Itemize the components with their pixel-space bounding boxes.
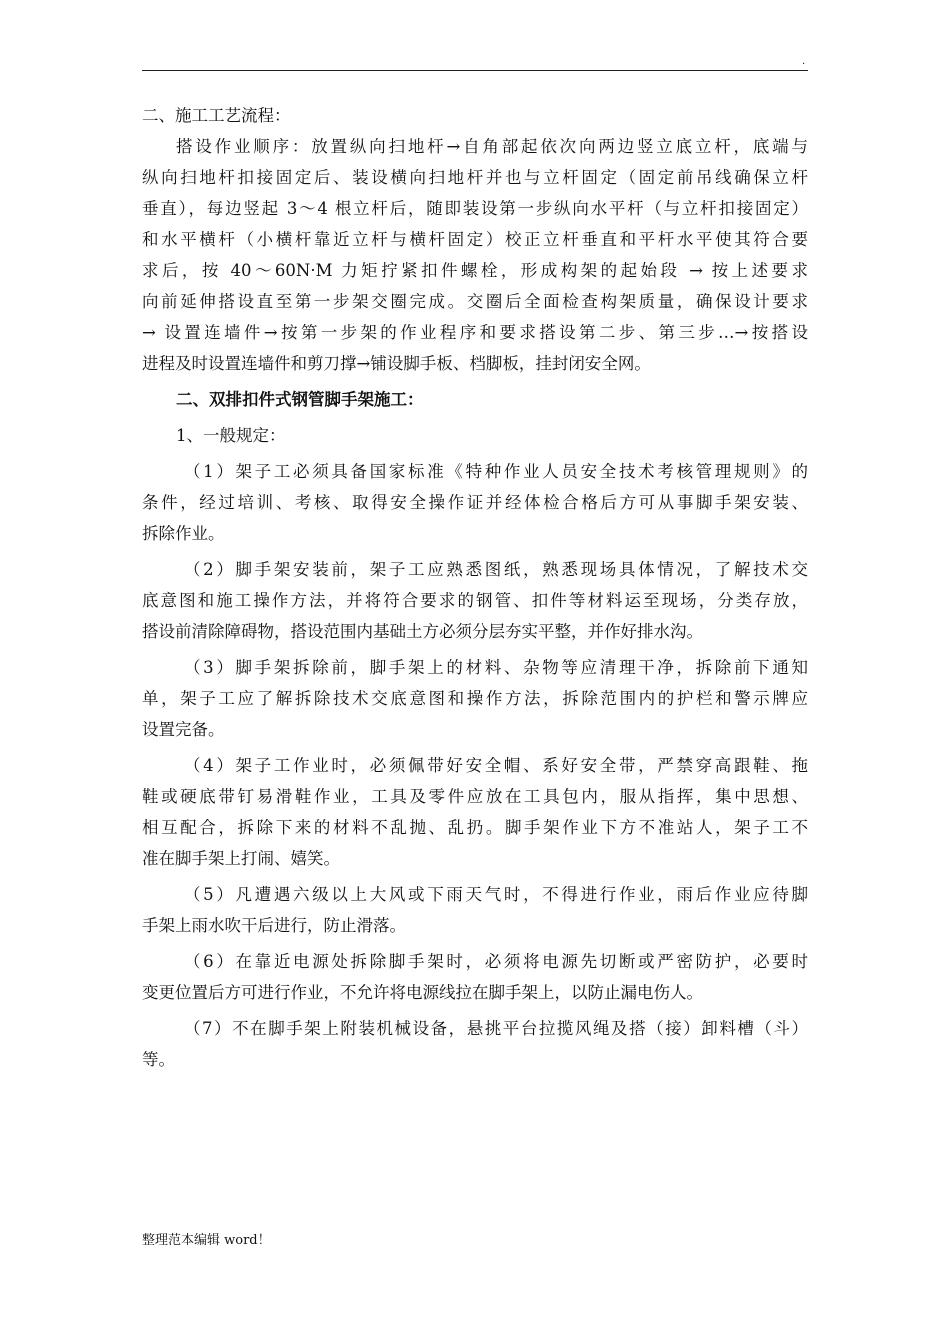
paragraph-line: 搭设作业顺序：放置纵向扫地杆→自角部起依次向两边竖立底立杆，底端与 — [176, 137, 808, 156]
list-item-line: 鞋或硬底带钉易滑鞋作业，工具及零件应放在工具包内，服从指挥，集中思想、 — [142, 787, 808, 806]
list-item-line: （2）脚手架安装前，架子工应熟悉图纸，熟悉现场具体情况，了解技术交 — [184, 560, 808, 579]
paragraph-line: 进程及时设置连墙件和剪刀撑→铺设脚手板、档脚板，挂封闭安全网。 — [142, 354, 651, 373]
list-item-line: 底意图和施工操作方法，并将符合要求的钢管、扣件等材料运至现场，分类存放， — [142, 591, 808, 610]
paragraph-line: 求后，按 40～60N·M 力矩拧紧扣件螺栓，形成构架的起始段 → 按上述要求 — [142, 261, 808, 280]
list-item-line: 搭设前清除障碍物，搭设范围内基础土方必须分层夯实平整，并作好排水沟。 — [142, 622, 703, 641]
list-item-line: 单，架子工应了解拆除技术交底意图和操作方法，拆除范围内的护栏和警示牌应 — [142, 689, 808, 708]
paragraph-line: 和水平横杆（小横杆靠近立杆与横杆固定）校正立杆垂直和平杆水平使其符合要 — [142, 230, 808, 249]
section-title: 二、双排扣件式钢管脚手架施工： — [176, 390, 424, 409]
list-item-line: 准在脚手架上打闹、嬉笑。 — [142, 849, 340, 868]
paragraph-line: 垂直），每边竖起 3～4 根立杆后，随即装设第一步纵向水平杆（与立杆扣接固定） — [142, 199, 808, 218]
paragraph-line: → 设置连墙件→按第一步架的作业程序和要求搭设第二步、第三步…→按搭设 — [142, 323, 808, 342]
list-item-line: 设置完备。 — [142, 720, 225, 739]
list-item-line: 相互配合，拆除下来的材料不乱抛、乱扔。脚手架作业下方不准站人，架子工不 — [142, 818, 808, 837]
header-rule — [142, 70, 808, 71]
list-item-line: （7）不在脚手架上附装机械设备，悬挑平台拉揽风绳及搭（接）卸料槽（斗） — [184, 1019, 808, 1038]
paragraph-line: 向前延伸搭设直至第一步架交圈完成。交圈后全面检查构架质量，确保设计要求 — [142, 292, 808, 311]
subsection-title: 1、一般规定： — [176, 426, 286, 445]
list-item-line: （4）架子工作业时，必须佩带好安全帽、系好安全带，严禁穿高跟鞋、拖 — [184, 756, 808, 775]
list-item-line: （1）架子工必须具备国家标准《特种作业人员安全技术考核管理规则》的 — [184, 462, 808, 481]
list-item-line: 条件，经过培训、考核、取得安全操作证并经体检合格后方可从事脚手架安装、 — [142, 493, 808, 512]
list-item-line: 拆除作业。 — [142, 524, 225, 543]
list-item-line: （5）凡遭遇六级以上大风或下雨天气时，不得进行作业，雨后作业应待脚 — [184, 885, 808, 904]
list-item-line: 等。 — [142, 1050, 175, 1069]
section-heading: 二、施工工艺流程： — [142, 106, 291, 125]
footer-text: 整理范本编辑 word！ — [142, 1233, 271, 1248]
list-item-line: 手架上雨水吹干后进行，防止滑落。 — [142, 916, 406, 935]
list-item-line: （3）脚手架拆除前，脚手架上的材料、杂物等应清理干净，拆除前下通知 — [184, 658, 808, 677]
header-dot: . — [802, 56, 806, 67]
document-body — [142, 106, 808, 1081]
list-item-line: 变更位置后方可进行作业，不允许将电源线拉在脚手架上，以防止漏电伤人。 — [142, 983, 703, 1002]
list-item-line: （6）在靠近电源处拆除脚手架时，必须将电源先切断或严密防护，必要时 — [184, 952, 808, 971]
paragraph-line: 纵向扫地杆扣接固定后、装设横向扫地杆并也与立杆固定（固定前吊线确保立杆 — [142, 168, 808, 187]
